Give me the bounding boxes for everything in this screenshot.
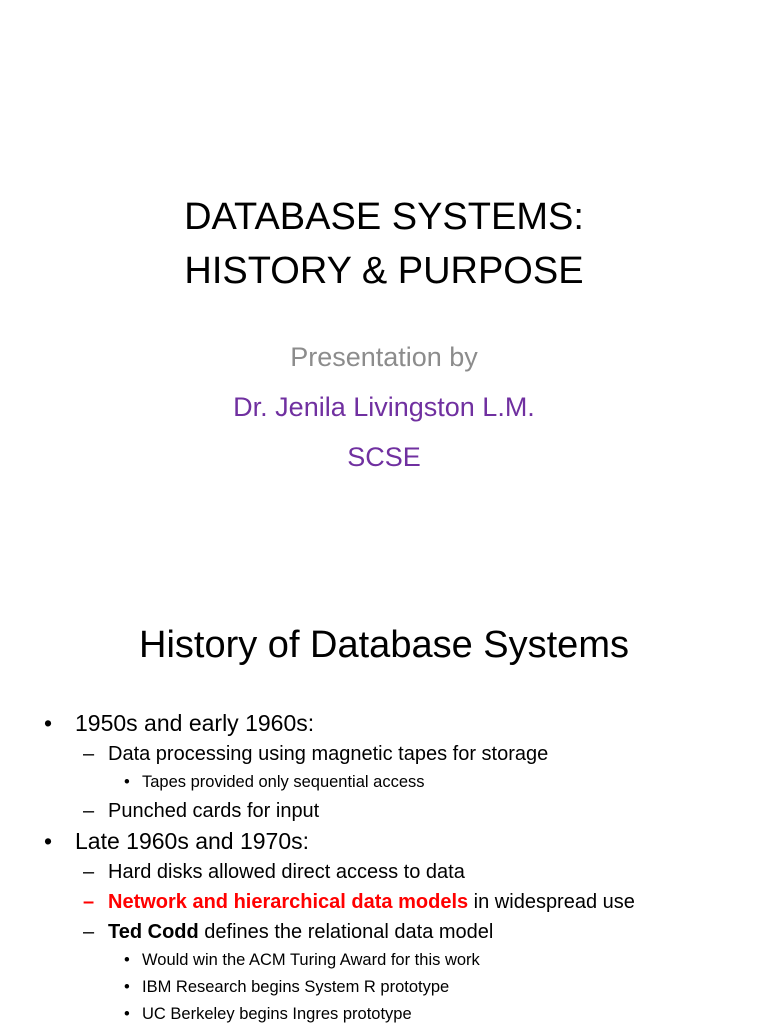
slide-title bbox=[0, 190, 768, 298]
sub-sub-bullet-item bbox=[0, 1001, 768, 1024]
title-line-2: HISTORY & PURPOSE bbox=[184, 250, 584, 292]
dash-icon: – bbox=[83, 743, 95, 765]
sub-bullet-text: defines the relational data model bbox=[198, 921, 494, 943]
department-name: SCSE bbox=[347, 442, 421, 472]
sub-bullet-text: Punched cards for input bbox=[108, 800, 320, 822]
bullet-text: 1950s and early 1960s: bbox=[75, 710, 315, 736]
bullet-item bbox=[0, 708, 768, 739]
dash-icon: – bbox=[83, 891, 95, 913]
bullet-dot-icon: • bbox=[124, 773, 130, 791]
sub-bullet-item bbox=[0, 887, 768, 917]
bullet-dot-icon: • bbox=[124, 951, 130, 969]
bullet-item bbox=[0, 826, 768, 857]
slide-subtitle bbox=[0, 332, 768, 482]
sub-sub-bullet-text: Would win the ACM Turing Award for this work bbox=[142, 951, 480, 969]
sub-bullet-item bbox=[0, 739, 768, 769]
title-line-1: DATABASE SYSTEMS: bbox=[184, 196, 584, 238]
sub-sub-bullet-item bbox=[0, 769, 768, 796]
sub-bullet-item bbox=[0, 796, 768, 826]
highlighted-text: Network and hierarchical data models bbox=[108, 891, 469, 913]
sub-bullet-text: in widespread use bbox=[468, 891, 635, 913]
author-name: Dr. Jenila Livingston L.M. bbox=[233, 392, 535, 422]
bullet-dot-icon: • bbox=[124, 1005, 130, 1023]
sub-sub-bullet-text: Tapes provided only sequential access bbox=[142, 773, 425, 791]
sub-bullet-item bbox=[0, 917, 768, 947]
sub-sub-bullet-text: IBM Research begins System R prototype bbox=[142, 978, 450, 996]
sub-bullet-item bbox=[0, 857, 768, 887]
slide-title: History of Database Systems bbox=[139, 624, 629, 666]
bullet-list bbox=[0, 708, 768, 1024]
sub-sub-bullet-item bbox=[0, 974, 768, 1001]
dash-icon: – bbox=[83, 921, 95, 943]
history-slide bbox=[0, 576, 768, 1024]
bullet-text: Late 1960s and 1970s: bbox=[75, 828, 310, 854]
dash-icon: – bbox=[83, 800, 95, 822]
bullet-dot-icon: • bbox=[44, 710, 53, 736]
presented-by-label: Presentation by bbox=[290, 342, 478, 372]
sub-sub-bullet-text: UC Berkeley begins Ingres prototype bbox=[142, 1005, 412, 1023]
bullet-dot-icon: • bbox=[44, 828, 53, 854]
dash-icon: – bbox=[83, 861, 95, 883]
bullet-dot-icon: • bbox=[124, 978, 130, 996]
sub-sub-bullet-item bbox=[0, 947, 768, 974]
sub-bullet-text: Data processing using magnetic tapes for storage bbox=[108, 743, 549, 765]
bold-name: Ted Codd bbox=[108, 921, 199, 943]
sub-bullet-text: Hard disks allowed direct access to data bbox=[108, 861, 465, 883]
